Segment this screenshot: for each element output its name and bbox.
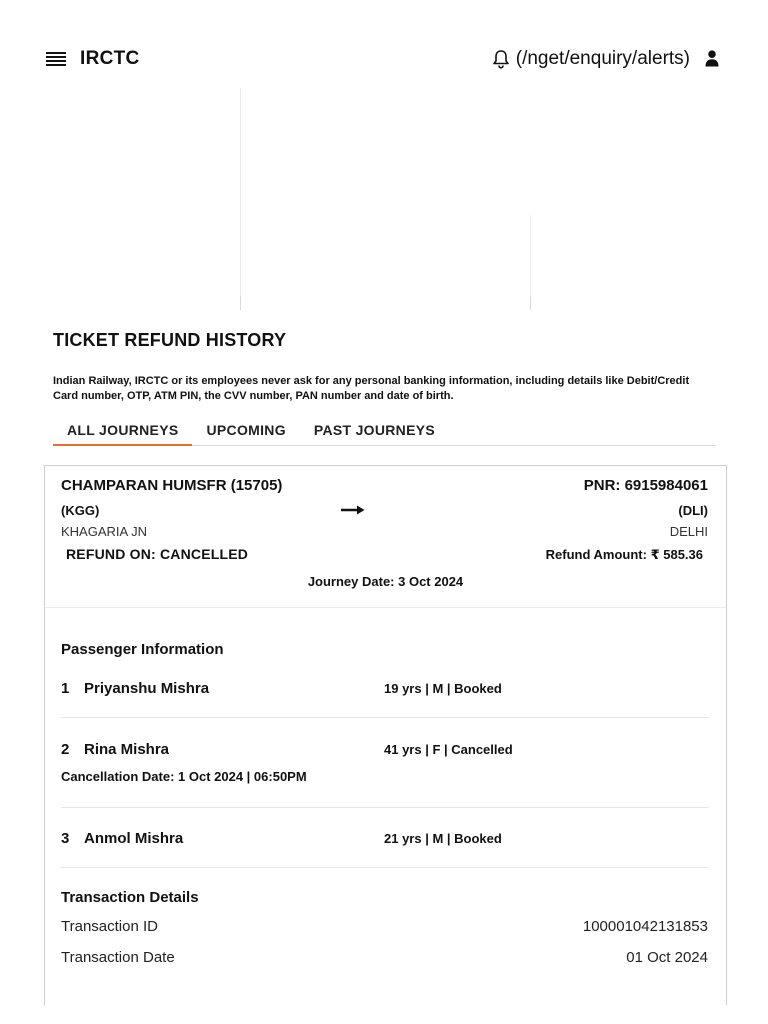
transaction-details-title: Transaction Details (61, 889, 199, 906)
from-station-name: KHAGARIA JN (61, 524, 147, 539)
passenger-name: Priyanshu Mishra (84, 680, 210, 697)
train-name: CHAMPARAN HUMSFR (15705) (61, 477, 283, 494)
ticket-summary (45, 466, 726, 608)
arrow-right-icon (340, 504, 366, 516)
transaction-date-value: 01 Oct 2024 (626, 949, 708, 966)
to-station-code: (DLI) (678, 503, 708, 518)
user-icon[interactable] (705, 50, 719, 67)
pnr-number: PNR: 6915984061 (583, 477, 708, 494)
bell-icon (492, 49, 510, 69)
passenger-number: 3 (61, 830, 70, 847)
tab-past-journeys[interactable]: PAST JOURNEYS (313, 422, 435, 438)
transaction-id-value: 100001042131853 (582, 918, 708, 935)
journey-date: Journey Date: 3 Oct 2024 (307, 574, 464, 589)
top-navbar (0, 0, 768, 120)
banner-divider-left (240, 88, 241, 298)
refund-status: REFUND ON: CANCELLED (66, 546, 249, 562)
passenger-detail: 21 yrs | M | Booked (384, 831, 502, 846)
passenger-detail: 19 yrs | M | Booked (384, 681, 502, 696)
row-divider (61, 867, 709, 868)
tab-all-journeys[interactable]: ALL JOURNEYS (53, 418, 192, 446)
banner-divider-right (530, 215, 531, 295)
hamburger-menu-icon[interactable] (46, 52, 66, 68)
brand-logo-text[interactable]: IRCTC (80, 48, 140, 69)
alerts-link[interactable] (492, 48, 690, 70)
passenger-info-title: Passenger Information (61, 641, 224, 658)
journey-tabs (53, 418, 716, 446)
security-notice: Indian Railway, IRCTC or its employees never ask for any personal banking information, including details like Debit/Credit Card number, OTP, ATM PIN, the CVV number, PAN number and date of birth. (53, 375, 690, 402)
passenger-number: 2 (61, 741, 70, 758)
transaction-date-label: Transaction Date (61, 949, 175, 966)
passenger-row (61, 830, 709, 850)
row-divider (61, 717, 709, 718)
from-station-code: (KGG) (61, 503, 100, 518)
alerts-label: (/nget/enquiry/alerts) (515, 48, 690, 69)
refund-amount: Refund Amount: ₹ 585.36 (545, 547, 703, 562)
to-station-name: DELHI (669, 524, 708, 539)
tab-upcoming[interactable]: UPCOMING (206, 422, 286, 438)
passenger-detail: 41 yrs | F | Cancelled (384, 742, 513, 757)
transaction-id-label: Transaction ID (61, 918, 158, 935)
passenger-row (61, 680, 709, 700)
passenger-row (61, 741, 709, 785)
page-title: TICKET REFUND HISTORY (53, 330, 287, 350)
row-divider (61, 807, 709, 808)
ticket-card (44, 465, 727, 1005)
passenger-name: Anmol Mishra (84, 830, 184, 847)
cancellation-date: Cancellation Date: 1 Oct 2024 | 06:50PM (61, 769, 307, 784)
passenger-number: 1 (61, 680, 70, 697)
banner-tick-right (530, 296, 531, 310)
passenger-name: Rina Mishra (84, 741, 170, 758)
banner-tick-left (240, 296, 241, 310)
